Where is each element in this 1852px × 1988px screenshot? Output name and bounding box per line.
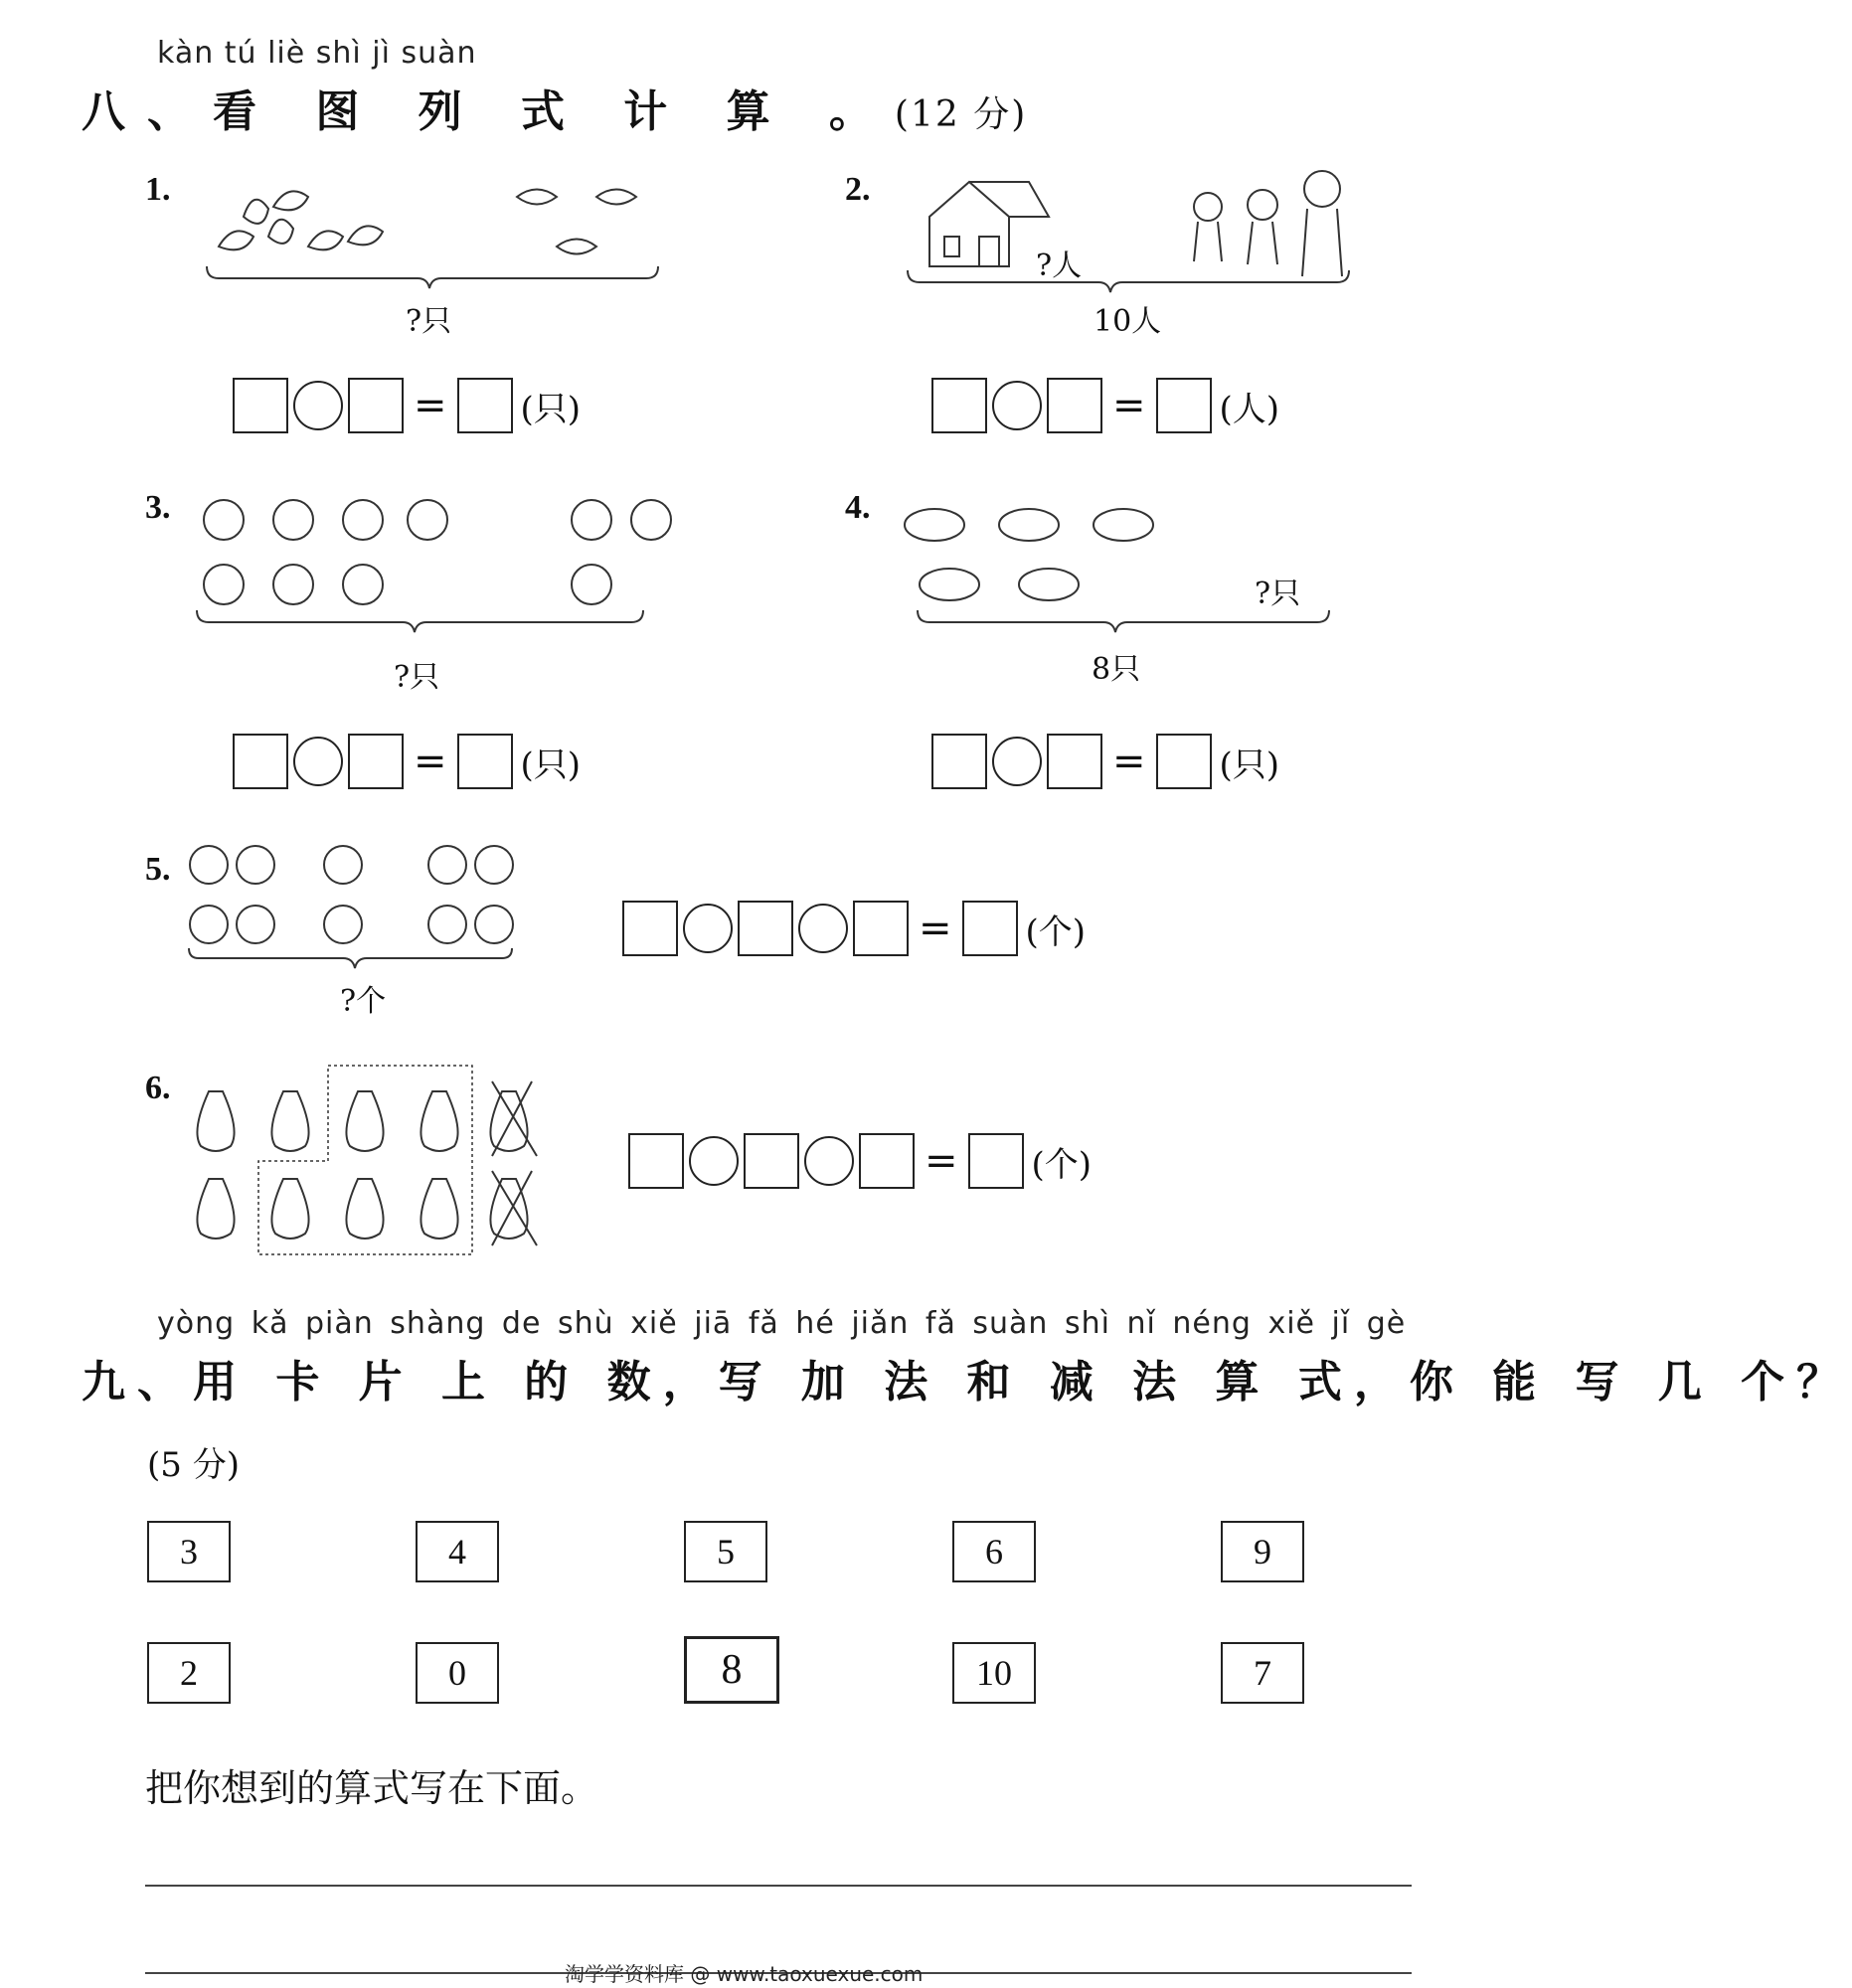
number-card: 0 bbox=[416, 1642, 499, 1704]
answer-box[interactable] bbox=[1047, 378, 1102, 433]
problem-5-equation bbox=[620, 901, 1086, 956]
answer-box[interactable] bbox=[457, 378, 513, 433]
operator-circle[interactable] bbox=[992, 381, 1042, 430]
number-card: 5 bbox=[684, 1521, 767, 1582]
footer-watermark: 淘学学资料库 @ www.taoxuexue.com bbox=[565, 1962, 924, 1986]
problem-6-number: 6. bbox=[145, 1070, 171, 1106]
equals-sign: = bbox=[414, 383, 447, 428]
equals-sign: = bbox=[925, 1138, 958, 1184]
problem-2-part-label: ?人 bbox=[1036, 248, 1083, 283]
operator-circle[interactable] bbox=[804, 1136, 854, 1186]
section8-score: (12 分) bbox=[894, 94, 1028, 135]
problem-4-unit: (只) bbox=[1219, 745, 1280, 785]
answer-box[interactable] bbox=[1156, 734, 1212, 789]
problem-6-unit: (个) bbox=[1031, 1144, 1093, 1185]
problem-5-number: 5. bbox=[145, 851, 171, 888]
section8-title-text: 八、看 图 列 式 计 算 。 bbox=[82, 86, 895, 137]
answer-box[interactable] bbox=[859, 1133, 915, 1189]
operator-circle[interactable] bbox=[683, 904, 733, 953]
answer-box[interactable] bbox=[348, 734, 404, 789]
answer-box[interactable] bbox=[233, 378, 288, 433]
equals-sign: = bbox=[919, 906, 952, 951]
problem-3-equation bbox=[231, 734, 581, 789]
answer-box[interactable] bbox=[931, 734, 987, 789]
section8-pinyin: kàn tú liè shì jì suàn bbox=[157, 36, 477, 71]
answer-line[interactable] bbox=[145, 1885, 1412, 1887]
problem-4-number: 4. bbox=[845, 489, 871, 526]
answer-box[interactable] bbox=[853, 901, 909, 956]
answer-box[interactable] bbox=[622, 901, 678, 956]
problem-4-part-label: ?只 bbox=[1255, 577, 1301, 611]
problem-2-total-label: 10人 bbox=[1094, 304, 1162, 339]
number-card: 6 bbox=[952, 1521, 1036, 1582]
birds-illustration bbox=[199, 167, 666, 286]
problem-2-number: 2. bbox=[845, 171, 871, 208]
section9-score: (5 分) bbox=[147, 1445, 240, 1485]
problem-1-number: 1. bbox=[145, 171, 171, 208]
answer-box[interactable] bbox=[233, 734, 288, 789]
problem-1-total-label: ?只 bbox=[406, 304, 452, 339]
number-card: 4 bbox=[416, 1521, 499, 1582]
problem-3-number: 3. bbox=[145, 489, 171, 526]
section9-prompt: 把你想到的算式写在下面。 bbox=[145, 1766, 599, 1810]
problem-1-equation bbox=[231, 378, 581, 433]
number-card: 7 bbox=[1221, 1642, 1304, 1704]
problem-4-equation bbox=[929, 734, 1279, 789]
problem-5-unit: (个) bbox=[1025, 911, 1087, 952]
equals-sign: = bbox=[1112, 739, 1146, 784]
problem-3-unit: (只) bbox=[520, 745, 582, 785]
answer-box[interactable] bbox=[628, 1133, 684, 1189]
operator-circle[interactable] bbox=[798, 904, 848, 953]
answer-box[interactable] bbox=[962, 901, 1018, 956]
answer-box[interactable] bbox=[738, 901, 793, 956]
number-card: 8 bbox=[684, 1636, 779, 1704]
problem-1-unit: (只) bbox=[520, 389, 582, 429]
equals-sign: = bbox=[414, 739, 447, 784]
number-card: 9 bbox=[1221, 1521, 1304, 1582]
equals-sign: = bbox=[1112, 383, 1146, 428]
operator-circle[interactable] bbox=[293, 737, 343, 786]
balls-illustration bbox=[184, 843, 542, 972]
number-card: 2 bbox=[147, 1642, 231, 1704]
answer-box[interactable] bbox=[457, 734, 513, 789]
answer-box[interactable] bbox=[931, 378, 987, 433]
section9-title: 九、用 卡 片 上 的 数，写 加 法 和 减 法 算 式，你 能 写 几 个？ bbox=[82, 1357, 1852, 1408]
number-card: 3 bbox=[147, 1521, 231, 1582]
operator-circle[interactable] bbox=[293, 381, 343, 430]
answer-box[interactable] bbox=[1156, 378, 1212, 433]
operator-circle[interactable] bbox=[689, 1136, 739, 1186]
answer-box[interactable] bbox=[968, 1133, 1024, 1189]
chicks-illustration bbox=[189, 485, 656, 634]
section8-title bbox=[82, 76, 1027, 139]
problem-2-unit: (人) bbox=[1219, 389, 1280, 429]
answer-box[interactable] bbox=[1047, 734, 1102, 789]
answer-box[interactable] bbox=[348, 378, 404, 433]
problem-5-total-label: ?个 bbox=[340, 984, 387, 1019]
house-children-illustration bbox=[900, 167, 1367, 286]
problem-4-total-label: 8只 bbox=[1092, 652, 1141, 687]
problem-6-equation bbox=[626, 1133, 1092, 1189]
operator-circle[interactable] bbox=[992, 737, 1042, 786]
answer-box[interactable] bbox=[744, 1133, 799, 1189]
section9-pinyin: yòng kǎ piàn shàng de shù xiě jiā fǎ hé jiǎn fǎ suàn shì nǐ néng xiě jǐ gè bbox=[157, 1306, 1407, 1341]
problem-3-total-label: ?只 bbox=[394, 660, 440, 695]
pears-illustration bbox=[179, 1062, 547, 1260]
problem-2-equation bbox=[929, 378, 1279, 433]
number-card: 10 bbox=[952, 1642, 1036, 1704]
